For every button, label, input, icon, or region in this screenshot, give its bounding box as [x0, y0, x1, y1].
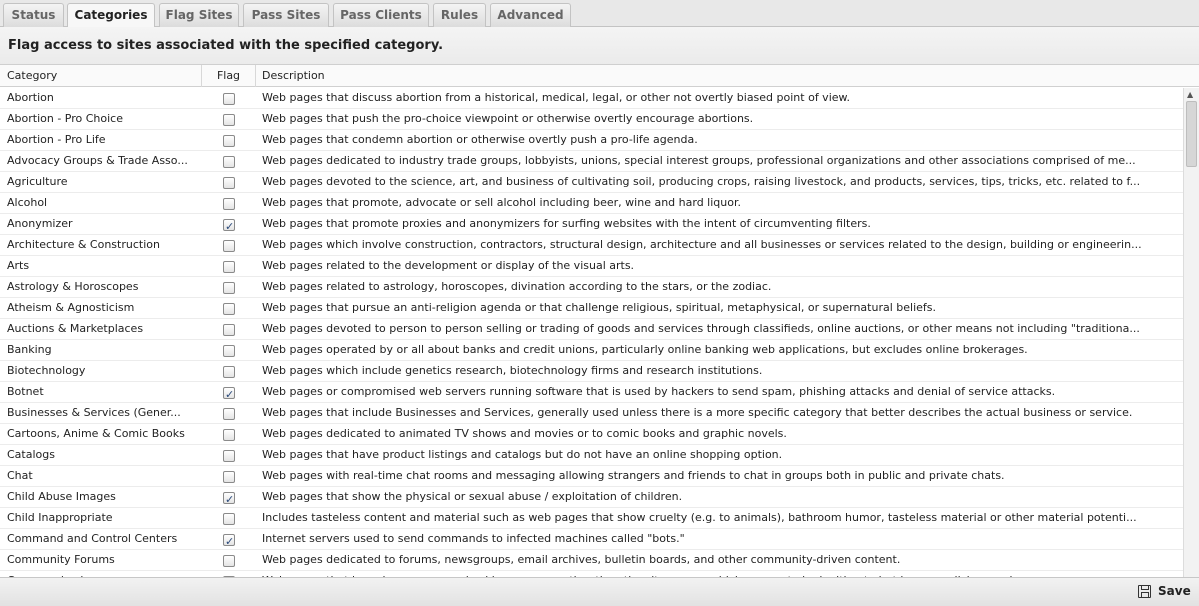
flag-cell — [202, 88, 256, 109]
table-row[interactable] — [0, 424, 1183, 445]
category-description: Web pages dedicated to animated TV shows and movies or to comic books and graphic novels. — [262, 427, 787, 440]
vertical-scrollbar[interactable] — [1183, 88, 1199, 577]
category-description: Web pages that promote proxies and anonymizers for surfing websites with the intent of circumventing filters. — [262, 217, 871, 230]
category-description: Web pages or compromised web servers running software that is used by hackers to send spam, phishing attacks and denial of service attacks. — [262, 385, 1056, 398]
category-name: Community Forums — [7, 553, 115, 566]
category-description: Web pages devoted to person to person selling or trading of goods and services through classifieds, online auctions, or other means not including "traditiona... — [262, 322, 1140, 335]
table-row[interactable] — [0, 298, 1183, 319]
tab-advanced[interactable]: Advanced — [490, 3, 571, 27]
scrollbar-thumb[interactable] — [1186, 101, 1197, 167]
save-button[interactable] — [1134, 582, 1192, 602]
table-row[interactable] — [0, 172, 1183, 193]
category-name: Advocacy Groups & Trade Asso... — [7, 154, 188, 167]
category-name: Abortion - Pro Choice — [7, 112, 123, 125]
flag-checkbox[interactable] — [223, 114, 235, 126]
flag-checkbox[interactable] — [223, 471, 235, 483]
flag-cell — [202, 130, 256, 151]
category-name: Architecture & Construction — [7, 238, 160, 251]
flag-cell — [202, 151, 256, 172]
flag-checkbox[interactable] — [223, 240, 235, 252]
category-name: Catalogs — [7, 448, 55, 461]
tab-bar — [0, 0, 1199, 27]
category-description: Includes tasteless content and material such as web pages that show cruelty (e.g. to animals), bathroom humor, tasteless material or other material potenti... — [262, 511, 1137, 524]
flag-cell — [202, 340, 256, 361]
category-description: Web pages that push the pro-choice viewpoint or otherwise overtly encourage abortions. — [262, 112, 754, 125]
category-description: Web pages related to the development or display of the visual arts. — [262, 259, 635, 272]
category-name: Chat — [7, 469, 33, 482]
table-row[interactable] — [0, 466, 1183, 487]
table-row[interactable] — [0, 151, 1183, 172]
table-row[interactable] — [0, 193, 1183, 214]
flag-checkbox[interactable] — [223, 408, 235, 420]
table-row[interactable] — [0, 361, 1183, 382]
table-row[interactable] — [0, 109, 1183, 130]
flag-checkbox[interactable] — [223, 261, 235, 273]
flag-checkbox[interactable] — [223, 387, 235, 399]
page-title: Flag access to sites associated with the specified category. — [8, 38, 444, 53]
category-name: Child Abuse Images — [7, 490, 116, 503]
flag-checkbox[interactable] — [223, 93, 235, 105]
tab-flag-sites[interactable]: Flag Sites — [159, 3, 239, 27]
flag-cell — [202, 214, 256, 235]
table-row[interactable] — [0, 508, 1183, 529]
category-description: Web pages related to astrology, horoscopes, divination according to the stars, or the zodiac. — [262, 280, 772, 293]
flag-cell — [202, 361, 256, 382]
page-header — [0, 27, 1199, 65]
table-row[interactable] — [0, 487, 1183, 508]
flag-checkbox[interactable] — [223, 345, 235, 357]
flag-cell — [202, 487, 256, 508]
flag-cell — [202, 382, 256, 403]
flag-checkbox[interactable] — [223, 513, 235, 525]
category-name: Auctions & Marketplaces — [7, 322, 144, 335]
category-name: Abortion — [7, 91, 54, 104]
category-description: Web pages which involve construction, contractors, structural design, architecture and all businesses or services related to the design, building or engineerin... — [262, 238, 1142, 251]
flag-checkbox[interactable] — [223, 282, 235, 294]
category-description: Web pages operated by or all about banks and credit unions, particularly online banking web applications, but excludes online brokerages. — [262, 343, 1028, 356]
category-description: Web pages that condemn abortion or otherwise overtly push a pro-life agenda. — [262, 133, 698, 146]
table-row[interactable] — [0, 235, 1183, 256]
flag-checkbox[interactable] — [223, 555, 235, 567]
flag-checkbox[interactable] — [223, 324, 235, 336]
tab-status[interactable]: Status — [3, 3, 64, 27]
table-row[interactable] — [0, 256, 1183, 277]
flag-cell — [202, 193, 256, 214]
category-description: Web pages devoted to the science, art, and business of cultivating soil, producing crops, raising livestock, and products, services, tips, tricks, etc. related to f... — [262, 175, 1141, 188]
flag-checkbox[interactable] — [223, 219, 235, 231]
flag-checkbox[interactable] — [223, 429, 235, 441]
flag-cell — [202, 445, 256, 466]
category-name: Agriculture — [7, 175, 68, 188]
categories-table — [0, 88, 1183, 577]
tab-categories[interactable]: Categories — [67, 3, 155, 28]
table-row[interactable] — [0, 88, 1183, 109]
category-description: Web pages that include Businesses and Services, generally used unless there is a more specific category that better describes the actual business or service. — [262, 406, 1133, 419]
flag-cell — [202, 424, 256, 445]
flag-cell — [202, 172, 256, 193]
flag-cell — [202, 466, 256, 487]
category-description: Web pages that discuss abortion from a historical, medical, legal, or other not overtly biased point of view. — [262, 91, 851, 104]
flag-checkbox[interactable] — [223, 534, 235, 546]
flag-cell — [202, 109, 256, 130]
flag-cell — [202, 529, 256, 550]
category-name: Businesses & Services (Gener... — [7, 406, 181, 419]
table-row[interactable] — [0, 382, 1183, 403]
category-description: Web pages that have product listings and catalogs but do not have an online shopping option. — [262, 448, 783, 461]
column-header-flag[interactable]: Flag — [202, 65, 256, 87]
category-description: Web pages with real-time chat rooms and messaging allowing strangers and friends to chat in groups both in public and private chats. — [262, 469, 1005, 482]
category-name: Child Inappropriate — [7, 511, 113, 524]
table-row[interactable] — [0, 214, 1183, 235]
category-description: Web pages dedicated to forums, newsgroups, email archives, bulletin boards, and other community-driven content. — [262, 553, 901, 566]
category-description: Web pages dedicated to industry trade groups, lobbyists, unions, special interest groups, professional organizations and other associations comprised of me... — [262, 154, 1136, 167]
floppy-disk-icon — [1138, 585, 1151, 598]
table-row[interactable] — [0, 340, 1183, 361]
footer-bar — [0, 577, 1199, 606]
tab-pass-sites[interactable]: Pass Sites — [243, 3, 329, 27]
flag-checkbox[interactable] — [223, 135, 235, 147]
flag-checkbox[interactable] — [223, 492, 235, 504]
category-name: Biotechnology — [7, 364, 86, 377]
scroll-up-icon[interactable]: ▲ — [1187, 90, 1194, 99]
flag-cell — [202, 235, 256, 256]
category-description: Web pages that show the physical or sexual abuse / exploitation of children. — [262, 490, 683, 503]
flag-cell — [202, 256, 256, 277]
table-row[interactable] — [0, 403, 1183, 424]
category-description: Web pages that promote, advocate or sell alcohol including beer, wine and hard liquor. — [262, 196, 741, 209]
flag-checkbox[interactable] — [223, 366, 235, 378]
category-name: Banking — [7, 343, 52, 356]
flag-cell — [202, 277, 256, 298]
flag-checkbox[interactable] — [223, 198, 235, 210]
column-header-category[interactable]: Category — [0, 65, 202, 87]
flag-cell — [202, 403, 256, 424]
flag-cell — [202, 298, 256, 319]
category-name: Alcohol — [7, 196, 48, 209]
tab-pass-clients[interactable]: Pass Clients — [333, 3, 429, 27]
flag-cell — [202, 319, 256, 340]
column-header-description[interactable]: Description — [262, 69, 325, 82]
category-name: Abortion - Pro Life — [7, 133, 106, 146]
save-label: Save — [1158, 584, 1191, 598]
category-name: Astrology & Horoscopes — [7, 280, 139, 293]
flag-checkbox[interactable] — [223, 450, 235, 462]
category-description: Web pages that pursue an anti-religion agenda or that challenge religious, spiritual, metaphysical, or supernatural beliefs. — [262, 301, 936, 314]
category-description: Web pages which include genetics research, biotechnology firms and research institutions. — [262, 364, 763, 377]
table-row[interactable] — [0, 445, 1183, 466]
category-name: Command and Control Centers — [7, 532, 178, 545]
category-name: Atheism & Agnosticism — [7, 301, 135, 314]
flag-checkbox[interactable] — [223, 303, 235, 315]
flag-checkbox[interactable] — [223, 156, 235, 168]
flag-cell — [202, 550, 256, 571]
category-name: Anonymizer — [7, 217, 73, 230]
category-name: Cartoons, Anime & Comic Books — [7, 427, 185, 440]
tab-rules[interactable]: Rules — [433, 3, 486, 27]
table-header — [0, 65, 1199, 87]
category-name: Botnet — [7, 385, 44, 398]
table-row[interactable] — [0, 130, 1183, 151]
category-description: Internet servers used to send commands to infected machines called "bots." — [262, 532, 685, 545]
table-row[interactable] — [0, 319, 1183, 340]
category-name: Arts — [7, 259, 30, 272]
table-row[interactable] — [0, 550, 1183, 571]
table-row[interactable] — [0, 529, 1183, 550]
table-row[interactable] — [0, 277, 1183, 298]
flag-cell — [202, 508, 256, 529]
flag-checkbox[interactable] — [223, 177, 235, 189]
